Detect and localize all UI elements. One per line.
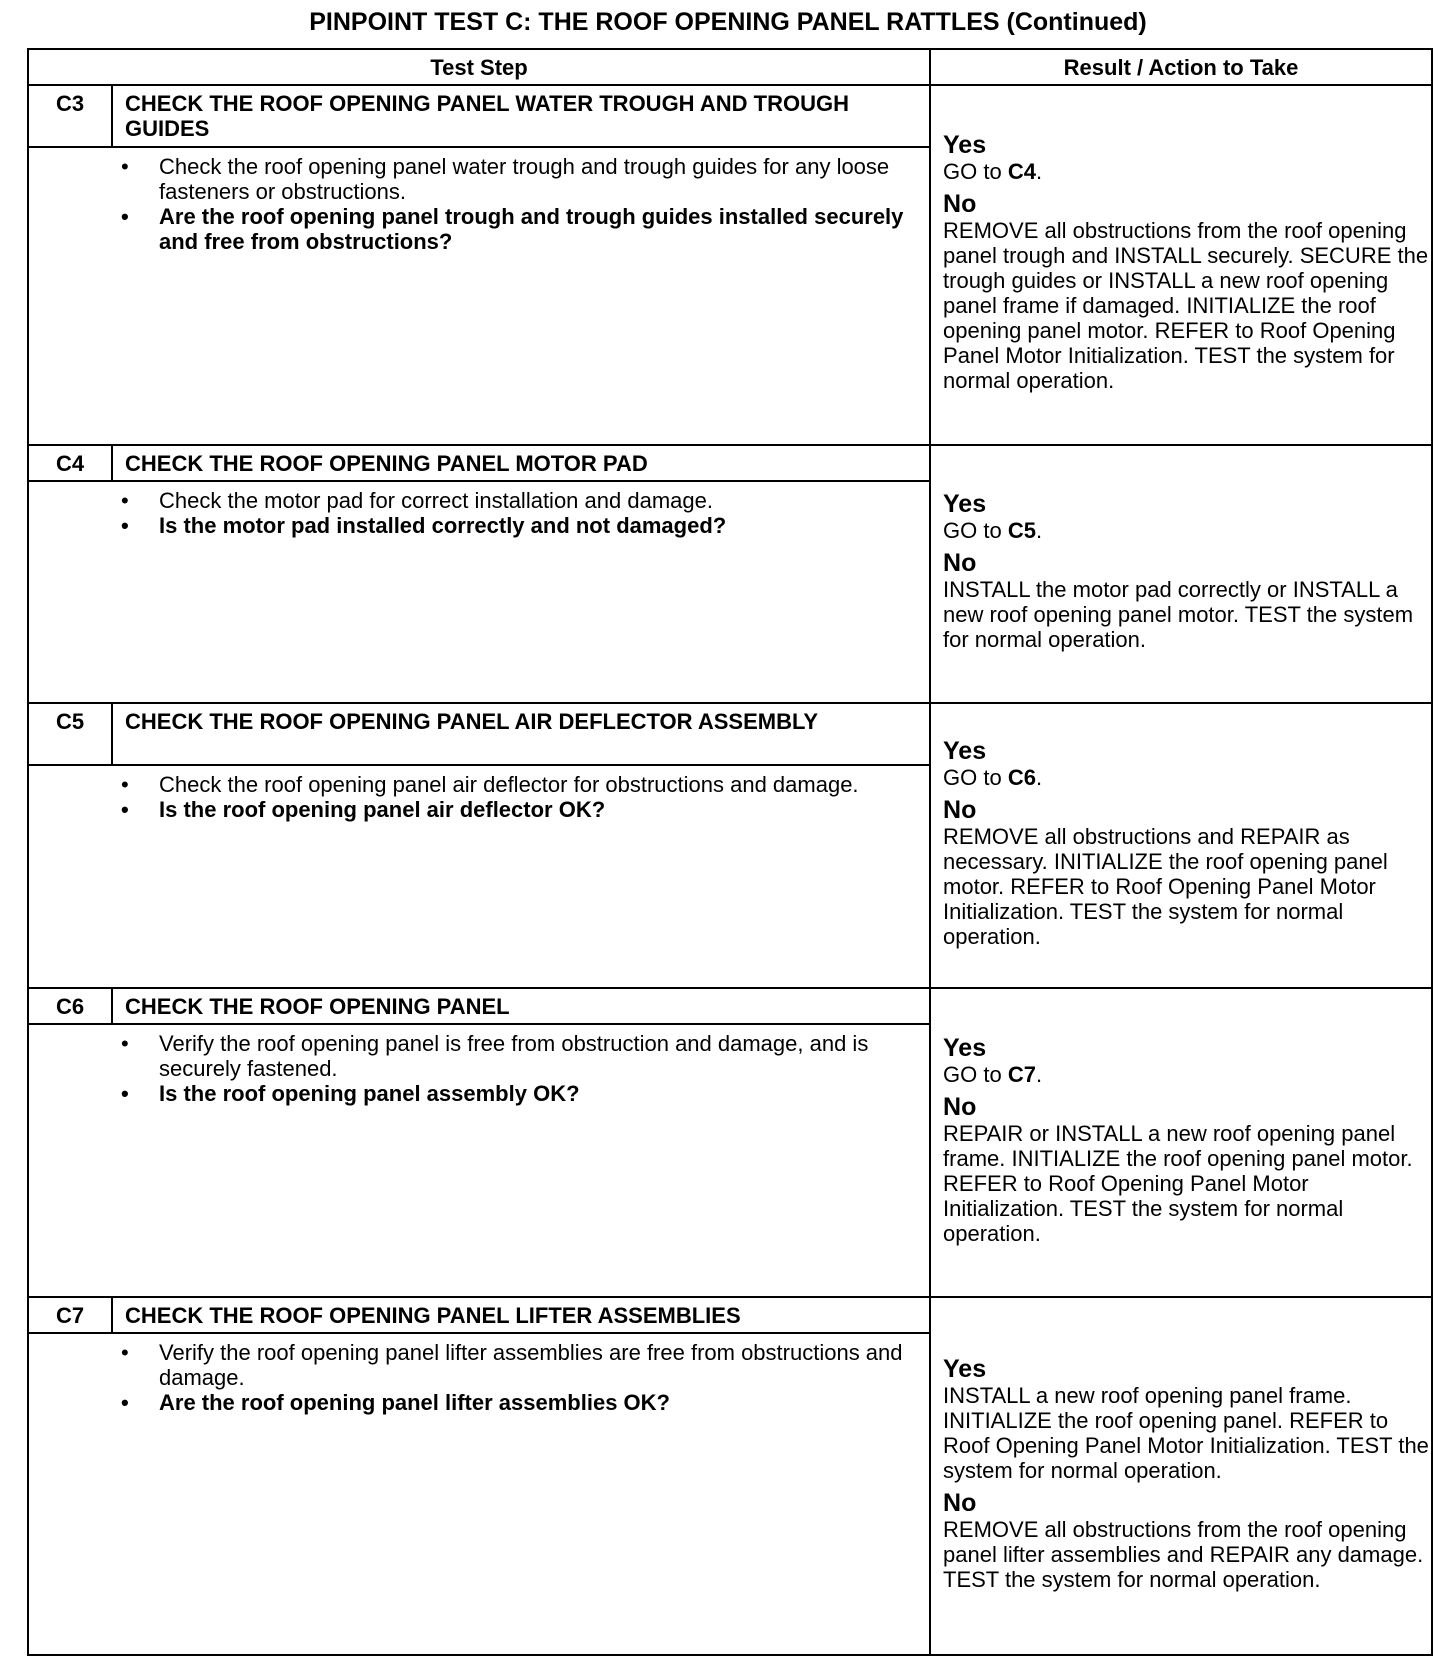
step-result	[930, 703, 1432, 988]
no-action: REMOVE all obstructions and REPAIR as necessary. INITIALIZE the roof opening panel motor. REFER to Roof Opening Panel Motor Initialization. TEST the system for normal operation.	[943, 823, 1388, 949]
yes-label: Yes	[943, 490, 987, 518]
yes-end: .	[1035, 1061, 1043, 1087]
no-action: INSTALL the motor pad correctly or INSTALL a new roof opening panel motor. TEST the system for normal operation.	[943, 577, 1414, 652]
step-instruction: • Verify the roof opening panel lifter assemblies are free from obstructions and damage.	[29, 1340, 929, 1390]
step-result	[930, 445, 1432, 703]
yes-text: GO to	[943, 518, 1002, 543]
step-instruction: • Check the roof opening panel air deflector for obstructions and damage.	[29, 772, 929, 797]
yes-action	[943, 765, 1431, 790]
no-action: REMOVE all obstructions from the roof opening panel trough and INSTALL securely. SECURE the trough guides or INSTALL a new roof opening panel frame if damaged. INITIALIZE the roof opening panel motor. REFER to Roof Opening Panel Motor Initialization. TEST the system for normal operation.	[943, 218, 1429, 393]
step-number: C4	[28, 445, 112, 481]
yes-text: INSTALL a new roof opening panel frame. INITIALIZE the roof opening panel. REFER to Roof Opening Panel Motor Initialization. TEST the system for normal operation.	[943, 1382, 1429, 1483]
step-result	[930, 85, 1432, 445]
step-title-row	[28, 1297, 1432, 1333]
step-result	[930, 1297, 1432, 1655]
step-question: • Is the roof opening panel air deflector OK?	[29, 797, 929, 822]
step-title-row	[28, 445, 1432, 481]
step-number: C6	[28, 988, 112, 1024]
step-title: CHECK THE ROOF OPENING PANEL WATER TROUGH AND TROUGH GUIDES	[112, 85, 930, 147]
yes-action	[943, 518, 1431, 543]
yes-target: C4	[1007, 159, 1036, 184]
no-action: REMOVE all obstructions from the roof opening panel lifter assemblies and REPAIR any damage. TEST the system for normal operation.	[943, 1516, 1424, 1592]
yes-end: .	[1035, 159, 1043, 184]
yes-text: GO to	[943, 1061, 1002, 1087]
step-body	[28, 481, 930, 703]
step-title-row	[28, 85, 1432, 147]
step-number: C3	[28, 85, 112, 147]
step-result	[930, 988, 1432, 1297]
table-header	[28, 49, 1432, 85]
yes-target: C7	[1007, 1061, 1036, 1087]
yes-action	[943, 1062, 1431, 1087]
yes-end: .	[1035, 518, 1043, 543]
no-action: REPAIR or INSTALL a new roof opening panel frame. INITIALIZE the roof opening panel motor. REFER to Roof Opening Panel Motor Initialization. TEST the system for normal operation.	[943, 1120, 1413, 1246]
step-instruction: • Check the roof opening panel water trough and trough guides for any loose fasteners or obstructions.	[29, 154, 929, 204]
step-title: CHECK THE ROOF OPENING PANEL LIFTER ASSEMBLIES	[112, 1297, 930, 1333]
no-label: No	[943, 1488, 977, 1517]
step-title-row	[28, 703, 1432, 765]
step-body	[28, 765, 930, 988]
step-instruction: • Check the motor pad for correct installation and damage.	[29, 488, 929, 513]
pinpoint-test-table	[27, 48, 1433, 1656]
yes-text: GO to	[943, 764, 1002, 790]
step-title-row	[28, 988, 1432, 1024]
step-question: • Are the roof opening panel trough and trough guides installed securely and free from obstructions?	[29, 204, 929, 254]
step-title: CHECK THE ROOF OPENING PANEL	[112, 988, 930, 1024]
yes-action	[943, 1383, 1431, 1483]
yes-label: Yes	[943, 131, 987, 159]
yes-label: Yes	[943, 1354, 987, 1383]
step-body	[28, 1333, 930, 1655]
no-label: No	[943, 549, 977, 577]
page-title: PINPOINT TEST C: THE ROOF OPENING PANEL RATTLES (Continued)	[309, 8, 1147, 36]
step-title: CHECK THE ROOF OPENING PANEL AIR DEFLECTOR ASSEMBLY	[112, 703, 930, 765]
step-question: • Is the motor pad installed correctly and not damaged?	[29, 513, 929, 538]
no-label: No	[943, 190, 977, 218]
yes-text: GO to	[943, 159, 1002, 184]
yes-target: C5	[1007, 518, 1036, 543]
no-label: No	[943, 1092, 977, 1121]
yes-action	[943, 159, 1431, 184]
step-question: • Are the roof opening panel lifter assemblies OK?	[29, 1390, 929, 1415]
step-instruction: • Verify the roof opening panel is free from obstruction and damage, and is securely fastened.	[29, 1031, 929, 1081]
step-body	[28, 147, 930, 445]
yes-label: Yes	[943, 736, 987, 765]
step-number: C5	[28, 703, 112, 765]
step-question: • Is the roof opening panel assembly OK?	[29, 1081, 929, 1106]
yes-end: .	[1035, 764, 1043, 790]
no-label: No	[943, 795, 977, 824]
header-result: Result / Action to Take	[930, 49, 1432, 85]
step-title: CHECK THE ROOF OPENING PANEL MOTOR PAD	[112, 445, 930, 481]
step-body	[28, 1024, 930, 1297]
step-number: C7	[28, 1297, 112, 1333]
yes-target: C6	[1007, 764, 1036, 790]
yes-label: Yes	[943, 1033, 987, 1062]
header-test-step: Test Step	[28, 49, 930, 85]
